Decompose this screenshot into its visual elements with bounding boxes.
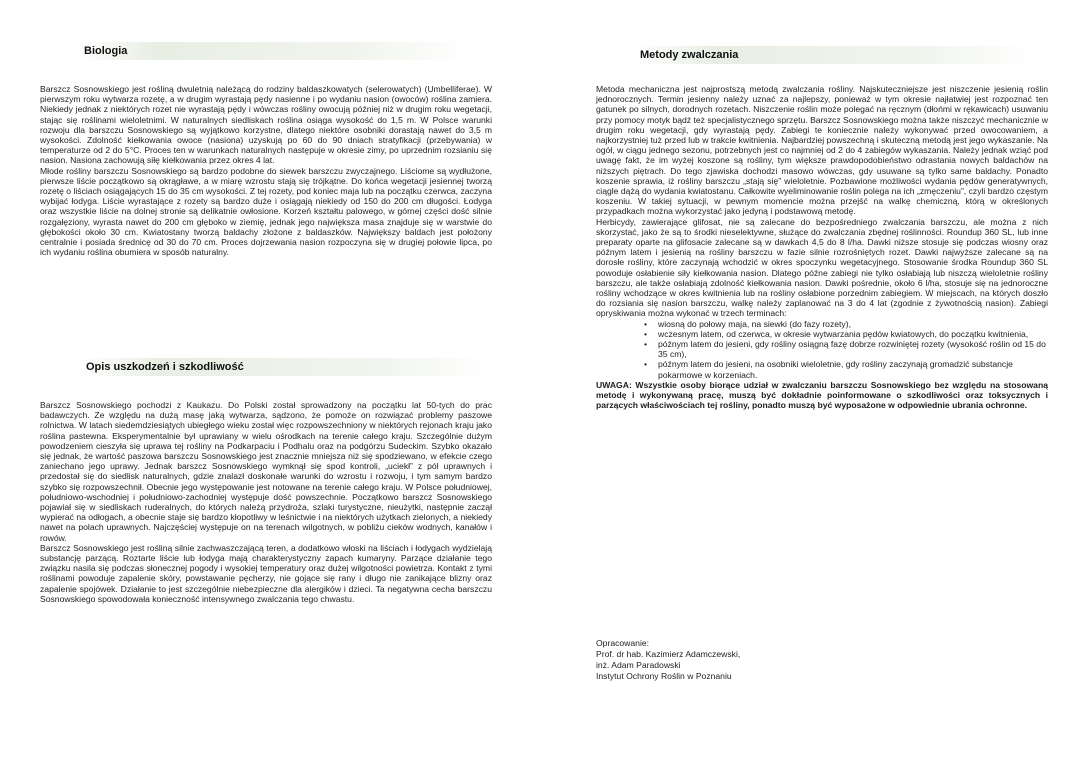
credits-line: Prof. dr hab. Kazimierz Adamczewski, [596, 649, 741, 659]
credits-line: inż. Adam Paradowski [596, 660, 681, 670]
section-heading-biologia: Biologia [76, 42, 472, 60]
spray-terms-list [596, 319, 1048, 380]
biologia-paragraph: Barszcz Sosnowskiego jest rośliną dwuletnią należącą do rodziny baldaszkowatych (selerowatych) (Umbelliferae). W pierwszym roku wytwarza rozetę, a w drugim wyrastają pędy nasienne i po wydaniu nasion (owoców) roślina zamiera. Niekiedy jednak z niektórych rozet nie wyrastają pędy i wówczas rośliny owocują później niż w drugim roku wegetacji, stając się roślinami wieloletnimi. W naturalnych siedliskach roślina osiąga wysokość do 1,5 m. W Polsce warunki rozwoju dla barszczu Sosnowskiego są wyjątkowo korzystne, dlatego niektóre osobniki dorastają nawet do 3,5 m wysokości. Zdolność kiełkowania owoce (nasiona) uzyskują po 60 do 90 dniach stratyfikacji (przebywania) w temperaturze od 2 do 5°C. Proces ten w warunkach naturalnych następuje w okresie zimy, po uprzednim rozsianiu się nasion. Nasiona zachowują siłę kiełkowania przez okres 4 lat. [40, 84, 492, 166]
list-item: • późnym latem do jesieni, na osobniki wieloletnie, gdy rośliny zaczynają gromadzić substancje pokarmowe w korzeniach. [644, 359, 1048, 379]
metody-paragraph: Metoda mechaniczna jest najprostszą metodą zwalczania rośliny. Najskuteczniejsze jest niszczenie jesienią roślin jednorocznych. Termin jesienny należy uznać za najlepszy, ponieważ w tym okresie najłatwiej jest rozpoznać ten gatunek po silnych, dorodnych rozetach. Niszczenie roślin może polegać na ręcznym (dłońmi w rękawicach) usuwaniu przy pomocy motyk bądź też specjalistycznego sprzętu. Barszcz Sosnowskiego można także niszczyć mechanicznie w drugim roku wegetacji, gdy wyrastają pędy. Zabiegi te koniecznie należy wykonywać przed owocowaniem, a najkorzystniej tuż przed lub w trakcie kwitnienia. Najbardziej powszechną i skuteczną metodą jest jego wykaszanie. Na ogół, w ciągu jednego sezonu, potrzebnych jest co najmniej od 2 do 4 zabiegów wykaszania. Należy jednak wziąć pod uwagę fakt, że im wyżej koszone są rośliny, tym większe prawdopodobieństwo odrastania nowych baldachów na niższych piętrach. Do tego zjawiska dochodzi masowo wówczas, gdy usuwane są tylko same baldachy. Ponadto koszenie sprawia, iż rośliny barszczu „stają się” wieloletnie. Pozbawione możliwości wydania pędów generatywnych, ciągle dążą do wydania kwiatostanu. Całkowite wyeliminowanie roślin polega na ich „zmęczeniu”, czyli bardzo częstym koszeniu. W takiej sytuacji, w pewnym momencie można przejść na walkę chemiczną, którą w określonych przypadkach można wykorzystać jako jedyną i podstawową metodę. [596, 84, 1048, 217]
section-heading-metody: Metody zwalczania [632, 46, 1038, 64]
credits-block [596, 638, 740, 682]
opis-paragraph: Barszcz Sosnowskiego jest rośliną silnie zachwaszczającą teren, a dodatkowo włoski na liściach i łodygach wydzielają substancję parzącą. Roztarte liście lub łodyga mają charakterystyczny zapach kumaryny. Parzące działanie tego związku nasila się podczas słonecznej pogody i wysokiej temperatury oraz dużej wilgotności powietrza. Kontakt z tymi roślinami powoduje zapalenie skóry, powstawanie pęcherzy, nie gojące się rany i długo nie zanikające blizny oraz zapalenie spojówek. Działanie to jest szczególnie niebezpieczne dla alergików i dzieci. Ta negatywna cecha barszczu Sosnowskiego spowodowała konieczność intensywnego zwalczania tego chwastu. [40, 542, 492, 604]
credits-line: Instytut Ochrony Roślin w Poznaniu [596, 671, 732, 681]
opis-paragraph: Barszcz Sosnowskiego pochodzi z Kaukazu. Do Polski został sprowadzony na początku lat 50-tych do prac badawczych. Ze względu na dużą masę jaką wytwarza, sądzono, że pomoże on rozwiązać problemy paszowe rolnictwa. W latach siedemdziesiątych ubiegłego wieku został więc rozpowszechniony w niektórych rejonach kraju jako roślina pastewna. Eksperymentalnie był uprawiany w wielu ośrodkach na terenie całego kraju. Szczególnie dużym powodzeniem cieszyła się uprawa tej rośliny na Podkarpaciu i Podhalu oraz na podgórzu Sudeckim. Szybko okazało się jednak, że wartość paszowa barszczu Sosnowskiego jest znacznie mniejsza niż się spodziewano, w efekcie czego zaniechano jego uprawy. Jednak barszcz Sosnowskiego wymknął się spod kontroli, „uciekł” z pól uprawnych i przedostał się do siedlisk naturalnych, gdzie znalazł doskonałe warunki do wzrostu i rozwoju, i tym samym bardzo szybko się rozpowszechnił. Obecnie jego występowanie jest notowane na terenie całego kraju. W Polsce południowej, południowo-wschodniej i południowo-zachodniej występuje dość powszechnie. Początkowo barszcz Sosnowskiego pojawiał się w siedliskach ruderalnych, do których należą przydroża, szlaki turystyczne, nieużytki, następnie zaczął wypierać na odłogach, a obecnie staje się bardzo kłopotliwy w leśnictwie i na niektórych użytkach zielonych, a niekiedy nawet na polach uprawnych. Najczęściej występuje on na terenach wilgotnych, w pobliżu cieków wodnych, kanałów i rowów. [40, 400, 492, 543]
biologia-section [40, 84, 492, 257]
list-item: • późnym latem do jesieni, gdy rośliny osiągną fazę dobrze rozwiniętej rozety (wysokość roślin od 15 do 35 cm), [644, 339, 1048, 359]
warning-note: UWAGA: Wszystkie osoby biorące udział w zwalczaniu barszczu Sosnowskiego bez względu na stosowaną metodę i wykonywaną pracę, muszą być dokładnie poinformowane o szkodliwości oraz toksycznych i parzących właściwościach tej rośliny, ponadto muszą być wyposażone w odpowiednie ubrania ochronne. [596, 379, 1048, 411]
credits-label: Opracowanie: [596, 638, 650, 648]
list-item: • wczesnym latem, od czerwca, w okresie wytwarzania pędów kwiatowych, do początku kwitnienia, [644, 329, 1048, 339]
biologia-paragraph: Młode rośliny barszczu Sosnowskiego są bardzo podobne do siewek barszczu zwyczajnego. Liściome są wydłużone, pierwsze liście początkowo są okrągławe, a w miarę wzrostu stają się trójkątne. Do końca wegetacji jesiennej tworzą rozetę o liściach osiągających 15 do 35 cm wysokości. Z tej rozety, pod koniec maja lub na początku czerwca, zaczyna wybijać łodyga. Liście wyrastające z rozety są bardzo duże i osiągają niekiedy od 150 do 200 cm długości. Łodyga oraz wszystkie liście na dolnej stronie są delikatnie owłosione. Korzeń kształtu palowego, w górnej części dość silnie rozgałęziony, wyrasta nawet do 200 cm głęboko w ziemię, jednak jego największa masa znajduje się w warstwie do głębokości około 30 cm. Kwiatostany tworzą baldachy złożone z baldaszków. Największy baldach jest położony centralnie i posiada średnicę od 30 do 70 cm. Proces dojrzewania nasion rozpoczyna się w drugiej połowie lipca, po ich wydaniu roślina obumiera w sposób naturalny. [40, 165, 492, 258]
list-item: • wiosną do połowy maja, na siewki (do fazy rozety), [644, 319, 1048, 329]
metody-section [596, 84, 1048, 411]
section-heading-opis: Opis uszkodzeń i szkodliwość [78, 358, 494, 376]
metody-paragraph: Herbicydy, zawierające glifosat, nie są zalecane do bezpośredniego zwalczania barszczu, ale można z nich skorzystać, jako że są to środki nieselektywne, służące do zwalczania zbędnej roślinności. Roundup 360 SL, lub inne preparaty oparte na glifosacie zalecane są w dawkach 4,5 do 8 l/ha. Dawki niższe stosuje się podczas wiosny oraz późnym latem i jesienią na rośliny barszczu w fazie silnie rozrośniętych rozet. Dawki najwyższe zalecane są na dorosłe rośliny, które zaczynają wchodzić w okres spoczynku wegetacyjnego. Stosowanie środka Roundup 360 SL powoduje osłabienie siły kiełkowania nasion. Dlatego późne zabiegi nie tylko osłabiają lub niszczą wieloletnie rośliny barszczu, ale także osłabiają zdolność kiełkowania nasion. Dawki pośrednie, około 6 l/ha, stosuje się na jednoroczne rośliny wchodzące w okres kwitnienia lub na rośliny osłabione porzednim zabiegiem. W miejscach, na których doszło do rozsiania się nasion barszczu, walkę należy zaplanować na 3 do 4 lat (zgodnie z żywotnością nasion). Zabiegi opryskiwania można wykonać w trzech terminach: [596, 216, 1048, 319]
opis-section [40, 400, 492, 604]
